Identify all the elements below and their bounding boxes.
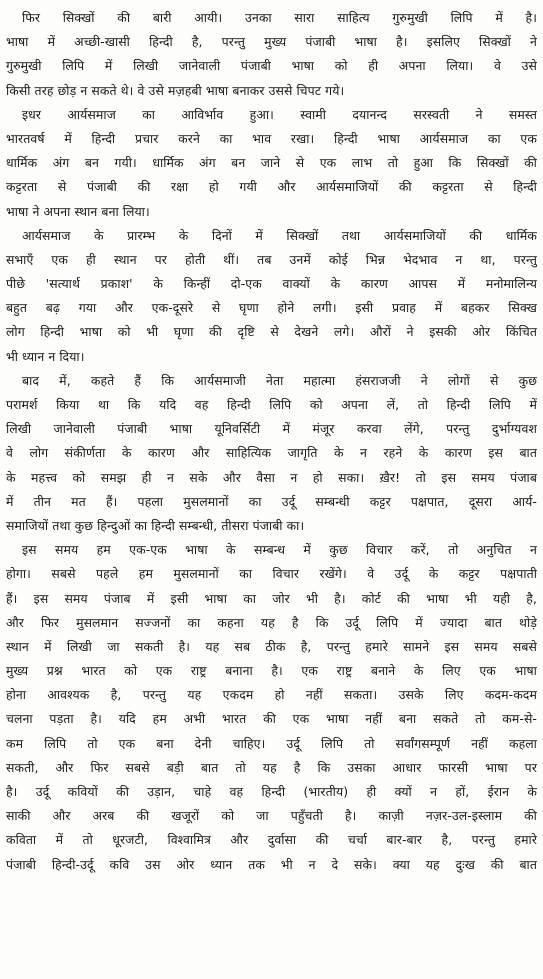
text-line: भाषा ने अपना स्थान बना लिया। bbox=[6, 203, 150, 219]
text-line: और फिर मुसलमान सज्जनों का कहना यह है कि उर्दू लिपि में ज्यादा बात थोड़े bbox=[6, 614, 537, 630]
paragraph-3 bbox=[6, 224, 537, 369]
text-line: होना आवश्यक है, परन्तु यह एकदम हो नहीं सकता। उसके लिए कदम-कदम bbox=[6, 687, 537, 703]
text-line: बहुत बढ़ गया और एक-दूसरे से घृणा होने लगी। इसी प्रवाह में बहकर सिक्ख bbox=[6, 300, 537, 316]
text-line: परामर्श किया था कि यदि वह हिन्दी लिपि को अपना लें, तो हिन्दी लिपि में bbox=[6, 397, 537, 412]
text-line: इधर आर्यसमाज का आविर्भाव हुआ। स्वामी दयानन्द सरस्वती ने समस्त bbox=[22, 106, 537, 122]
text-line: गुरुमुखी लिपि में लिखी जानेवाली पंजाबी भाषा को ही अपना लिया। वे उसे bbox=[6, 58, 537, 74]
text-line: पीछे 'सत्यार्थ प्रकाश' के किन्हीं दो-एक वाक्यों के कारण आपस में मनोमालिन्य bbox=[6, 276, 537, 292]
text-line: आर्यसमाज के प्रारम्भ के दिनों में सिक्खों तथा आर्यसमाजियों की धार्मिक bbox=[22, 227, 537, 243]
text-line: सकती, और फिर सबसे बड़ी बात तो यह है कि उसका आधार फारसी भाषा पर bbox=[6, 759, 537, 775]
text-line: लिखी जानेवाली पंजाबी भाषा यूनिवर्सिटी में मंजूर करवा लेंगे, परन्तु दुर्भाग्यवश bbox=[6, 421, 537, 437]
text-line: सभाएँ एक ही स्थान पर होती थीं। तब उनमें कोई भिन्न भेदभाव न था, परन्तु bbox=[6, 251, 537, 267]
body-text bbox=[6, 6, 537, 877]
paragraph-4 bbox=[6, 369, 537, 538]
text-line: चलना पड़ता है। यदि हम अभी भारत की एक भाषा नहीं बना सकते तो कम-से- bbox=[6, 711, 537, 727]
text-line: वे लोग संकीर्णता के कारण और साहित्यिक जागृति के न रहने के कारण इस बात bbox=[6, 445, 537, 461]
text-line: में तीन मत हैं। पहला मुसलमानों का उर्दू सम्बन्धी कट्टर पक्षपात, दूसरा आर्य- bbox=[6, 493, 537, 509]
text-line: धार्मिक अंग बन गयी। धार्मिक अंग बन जाने से एक लाभ तो हुआ कि सिक्खों की bbox=[6, 155, 537, 171]
text-line: साकी और अरब की खजूरों को जा पहुँचती है। काज़ी नज़र-उल-इस्लाम की bbox=[6, 808, 537, 824]
text-line: समाजियों तथा कुछ हिन्दुओं का हिन्दी सम्बन्धी, तीसरा पंजाबी का। bbox=[6, 517, 305, 533]
text-line: लोग हिन्दी भाषा को भी घृणा की दृष्टि से देखने लगे। औरों ने इसकी ओर किंचित bbox=[6, 324, 537, 340]
text-line: कम लिपि तो एक बना देनी चाहिए। उर्दू लिपि तो सर्वांगसम्पूर्ण नहीं कहला bbox=[6, 735, 537, 751]
text-line: के महत्त्व को समझ ही न सके और वैसा न हो सका। ख़ैर! तो इस समय पंजाब bbox=[6, 469, 537, 485]
text-line: इस समय हम एक-एक भाषा के सम्बन्ध में कुछ विचार करें, तो अनुचित न bbox=[22, 542, 537, 558]
text-line: भारतवर्ष में हिन्दी प्रचार करने का भाव रखा। हिन्दी भाषा आर्यसमाज का एक bbox=[6, 130, 537, 146]
text-line: फिर सिक्खों की बारी आयी। उनका सारा साहित्य गुरुमुखी लिपि में है। bbox=[22, 10, 537, 25]
paragraph-2 bbox=[6, 103, 537, 224]
text-line: किसी तरह छोड़ न सकते थे। वे उसे मज़हबी भाषा बनाकर उससे चिपट गये। bbox=[6, 82, 345, 98]
text-line: भी ध्यान न दिया। bbox=[6, 348, 85, 364]
text-line: हैं। इस समय पंजाब में इसी भाषा का जोर भी है। कोर्ट की भाषा भी यही है, bbox=[6, 590, 537, 606]
text-line: पंजाबी हिन्दी-उर्दू कवि उस ओर ध्यान तक भी न दे सके। क्या यह दुःख की बात bbox=[6, 856, 537, 872]
text-line: होगा। सबसे पहले हम मुसलमानों का विचार रखेंगे। वे उर्दू के कट्टर पक्षपाती bbox=[6, 566, 537, 582]
text-line: है। उर्दू कवियों की उड़ान, चाहे वह हिन्दी (भारतीय) ही क्यों न हों, ईरान के bbox=[6, 784, 537, 799]
text-line: कविता में तो धूरजटी, विश्वामित्र और दुर्वासा की चर्चा बार-बार है, परन्तु हमारे bbox=[6, 832, 537, 848]
text-line: स्थान में लिखी जा सकती है। यह सब ठीक है, परन्तु हमारे सामने इस समय सबसे bbox=[6, 638, 537, 654]
text-line: बाद में, कहते हैं कि आर्यसमाजी नेता महात्मा हंसराजजी ने लोगों से कुछ bbox=[22, 372, 537, 388]
text-line: मुख्य प्रश्न भारत को एक राष्ट्र बनाना है। एक राष्ट्र बनाने के लिए एक भाषा bbox=[6, 663, 537, 679]
paragraph-1 bbox=[6, 6, 537, 103]
paragraph-5 bbox=[6, 538, 537, 877]
text-line: भाषा में अच्छी-खासी हिन्दी है, परन्तु मुख्य पंजाबी भाषा है। इसलिए सिक्खों ने bbox=[6, 34, 537, 50]
text-line: कट्टरता से पंजाबी की रक्षा हो गयी और आर्यसमाजियों की कट्टरता से हिन्दी bbox=[6, 179, 537, 195]
